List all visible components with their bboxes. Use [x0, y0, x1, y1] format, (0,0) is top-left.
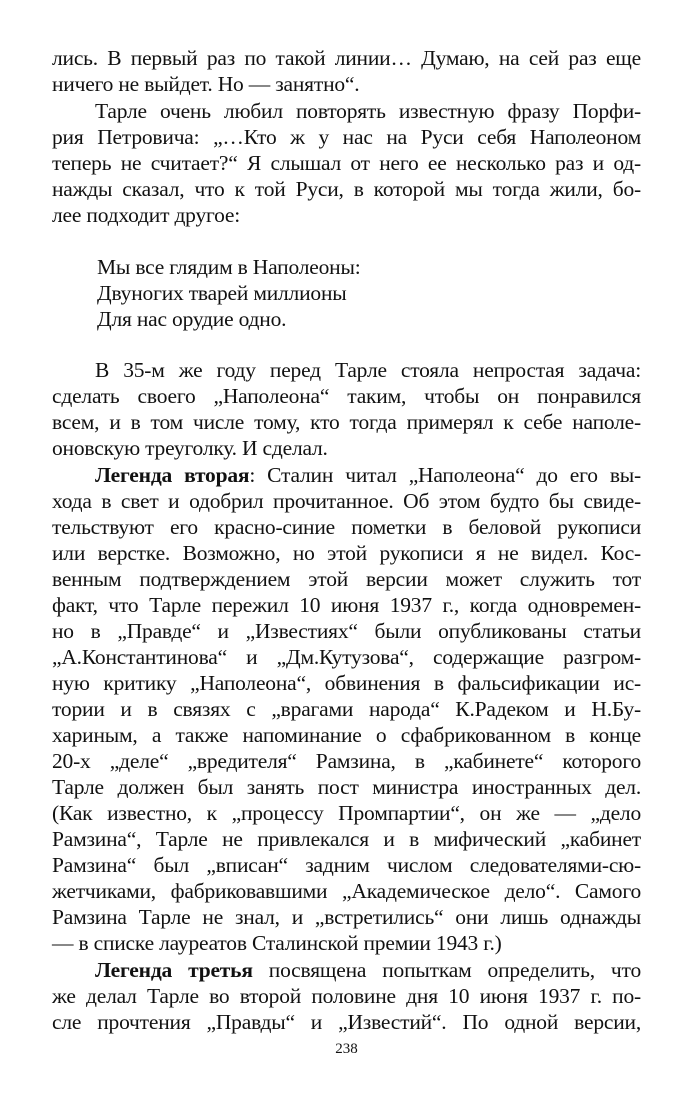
text-line — [52, 202, 641, 228]
text-run: ную критику „Наполеона“, обвинения в фальсификации ис- — [52, 671, 641, 695]
text-line — [52, 852, 641, 878]
text-run: Мы все глядим в Наполеоны: — [97, 255, 361, 279]
text-line — [52, 904, 641, 930]
text-line — [52, 1009, 641, 1035]
text-run: Рамзина Тарле не знал, и „встретились“ они лишь однажды — [52, 905, 641, 929]
text-run: факт, что Тарле пережил 10 июня 1937 г., когда одновремен- — [52, 593, 641, 617]
text-run: или верстке. Возможно, но этой рукописи я не видел. Кос- — [52, 541, 641, 565]
text-line — [52, 930, 641, 956]
text-run: рия Петровича: „…Кто ж у нас на Руси себя Наполеоном — [52, 125, 641, 149]
text-line — [52, 383, 641, 409]
text-line — [95, 357, 641, 383]
text-line — [52, 644, 641, 670]
text-run: (Как известно, к „процессу Промпартии“, он же — „дело — [52, 801, 641, 825]
text-run: Тарле очень любил повторять известную фразу Порфи- — [95, 99, 641, 123]
text-line — [95, 462, 641, 488]
text-line — [97, 306, 686, 332]
text-line — [52, 670, 641, 696]
text-line — [52, 71, 641, 97]
text-run: Рамзина“ был „вписан“ задним числом следователями-сю- — [52, 853, 641, 877]
text-run: Двуногих тварей миллионы — [97, 281, 347, 305]
text-line — [52, 696, 641, 722]
text-line — [52, 826, 641, 852]
text-line — [52, 409, 641, 435]
text-run: посвящена попыткам определить, что — [252, 958, 641, 982]
text-line — [52, 150, 641, 176]
text-line — [97, 280, 686, 306]
text-run: лись. В первый раз по такой линии… Думаю, на сей раз еще — [52, 46, 641, 70]
text-run: жетчиками, фабриковавшими „Академическое дело“. Самого — [52, 879, 641, 903]
page-number: 238 — [335, 1041, 358, 1057]
text-run: 20-х „деле“ „вредителя“ Рамзина, в „кабинете“ которого — [52, 749, 641, 773]
text-line — [52, 800, 641, 826]
text-line — [52, 592, 641, 618]
text-line — [52, 748, 641, 774]
text-line — [52, 722, 641, 748]
text-run: хариным, а также напоминание о сфабрикованном в конце — [52, 723, 641, 747]
text-line — [52, 514, 641, 540]
text-line — [52, 488, 641, 514]
text-run: же делал Тарле во второй половине дня 10 июня 1937 г. по- — [52, 984, 641, 1008]
text-run: Тарле должен был занять пост министра иностранных дел. — [52, 775, 641, 799]
text-run: всем, и в том числе тому, кто тогда примерял к себе наполе- — [52, 410, 641, 434]
bold-heading-run: Легенда вторая — [95, 463, 250, 487]
text-run: лее подходит другое: — [52, 203, 241, 227]
text-run: Для нас орудие одно. — [97, 307, 287, 331]
text-run: но в „Правде“ и „Известиях“ были опубликованы статьи — [52, 619, 641, 643]
bold-heading-run: Легенда третья — [95, 958, 253, 982]
text-run: тории и в связях с „врагами народа“ К.Радеком и Н.Бу- — [52, 697, 641, 721]
text-run: теперь не считает?“ Я слышал от него ее несколько раз и од- — [52, 151, 641, 175]
text-line — [52, 45, 641, 71]
text-line — [95, 98, 641, 124]
text-line — [52, 983, 641, 1009]
text-line — [52, 566, 641, 592]
text-run: Рамзина“, Тарле не привлекался и в мифический „кабинет — [52, 827, 641, 851]
text-run: „А.Константинова“ и „Дм.Кутузова“, содержащие разгром- — [52, 645, 641, 669]
text-line — [52, 774, 641, 800]
text-run: венным подтверждением этой версии может служить тот — [52, 567, 641, 591]
text-line — [52, 124, 641, 150]
text-run: сделать своего „Наполеона“ таким, чтобы он понравился — [52, 384, 641, 408]
text-run: — в списке лауреатов Сталинской премии 1943 г.) — [52, 931, 502, 955]
text-run: : Сталин читал „Наполеона“ до его вы- — [249, 463, 641, 487]
text-run: хода в свет и одобрил прочитанное. Об этом будто бы свиде- — [52, 489, 641, 513]
text-run: тельствуют его красно-синие пометки в беловой рукописи — [52, 515, 641, 539]
text-line — [52, 540, 641, 566]
text-run: нажды сказал, что к той Руси, в которой мы тогда жили, бо- — [52, 177, 641, 201]
text-line — [52, 618, 641, 644]
text-run: В 35-м же году перед Тарле стояла непростая задача: — [95, 358, 641, 382]
text-run: сле прочтения „Правды“ и „Известий“. По одной версии, — [52, 1010, 641, 1034]
text-line — [52, 176, 641, 202]
text-line — [95, 957, 641, 983]
text-run: ничего не выйдет. Но — занятно“. — [52, 72, 360, 96]
text-run: оновскую треуголку. И сделал. — [52, 436, 328, 460]
text-line — [97, 254, 686, 280]
text-line — [52, 435, 641, 461]
text-line — [52, 878, 641, 904]
